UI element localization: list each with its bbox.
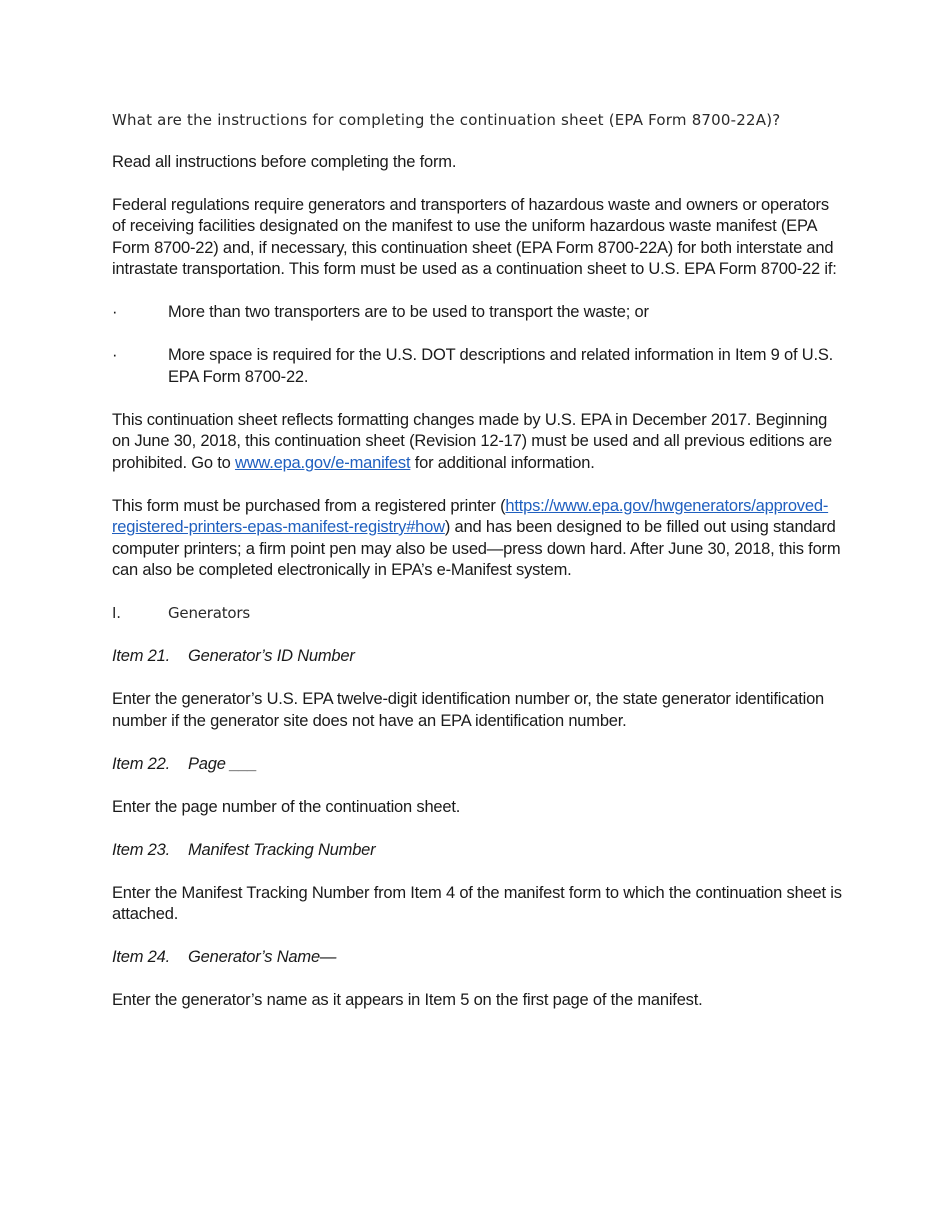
- section-title: Generators: [168, 604, 250, 622]
- formatting-text-after: for additional information.: [410, 453, 595, 472]
- item-heading: [112, 947, 842, 969]
- item-number: Item 24.: [112, 948, 171, 966]
- bullet-item: [112, 345, 842, 388]
- formatting-text-before: This continuation sheet reflects formatting changes made by U.S. EPA in December 2017. Beginning on June 30, 2018, this continuation sheet (Revision 12-17) must be used and all previous editions are prohibited. Go to: [112, 410, 833, 472]
- bullet-text: More space is required for the U.S. DOT descriptions and related information in Item 9 of U.S. EPA Form 8700-22.: [168, 346, 834, 386]
- item-body: Enter the page number of the continuation sheet.: [112, 797, 461, 816]
- item-body: Enter the Manifest Tracking Number from Item 4 of the manifest form to which the continuation sheet is attached.: [112, 883, 842, 923]
- item-body: Enter the generator’s U.S. EPA twelve-digit identification number or, the state generator identification number if the generator site does not have an EPA identification number.: [112, 690, 825, 730]
- bullet-icon: ·: [112, 346, 118, 364]
- item-title: Generator’s Name—: [188, 948, 337, 966]
- section-heading: [112, 603, 842, 625]
- document-page: [112, 110, 842, 1033]
- item-heading: [112, 840, 842, 862]
- purchase-text-after: ) and has been designed to be filled out using standard computer printers; a firm point pen may also be used—press down hard. After June 30, 2018, this form can also be completed electronically in EPA’s e-Manifest system.: [112, 518, 841, 579]
- item-title: Generator’s ID Number: [188, 647, 355, 665]
- bullet-icon: ·: [112, 303, 118, 321]
- item-heading: [112, 646, 842, 668]
- item-number: Item 21.: [112, 647, 171, 665]
- intro-paragraph: Read all instructions before completing the form.: [112, 152, 457, 171]
- item-number: Item 23.: [112, 840, 171, 859]
- e-manifest-link[interactable]: www.epa.gov/e-manifest: [234, 453, 411, 472]
- item-heading: [112, 754, 842, 776]
- item-title: Page ___: [188, 754, 258, 773]
- section-number: I.: [112, 604, 121, 622]
- page-title: What are the instructions for completing the continuation sheet (EPA Form 8700-22A)?: [112, 111, 781, 129]
- item-title: Manifest Tracking Number: [188, 840, 376, 859]
- bullet-text: More than two transporters are to be used to transport the waste; or: [168, 303, 649, 321]
- item-number: Item 22.: [112, 754, 171, 773]
- item-body: Enter the generator’s name as it appears in Item 5 on the first page of the manifest.: [112, 991, 703, 1009]
- bullet-item: [112, 302, 842, 324]
- formatting-changes-paragraph: [112, 410, 842, 475]
- federal-regulations-paragraph: Federal regulations require generators and transporters of hazardous waste and owners or operators of receiving facilities designated on the manifest to use the uniform hazardous waste manifest (EPA Form 8700-22) and, if necessary, this continuation sheet (EPA Form 8700-22A) for both interstate and intrastate transportation. This form must be used as a continuation sheet to U.S. EPA Form 8700-22 if:: [112, 195, 837, 278]
- registered-printers-link[interactable]: https://www.epa.gov/hwgenerators/approved-registered-printers-epas-manifest-registry#how: [112, 496, 829, 536]
- purchase-text-before: This form must be purchased from a registered printer (: [112, 496, 506, 515]
- purchase-paragraph: [112, 496, 842, 582]
